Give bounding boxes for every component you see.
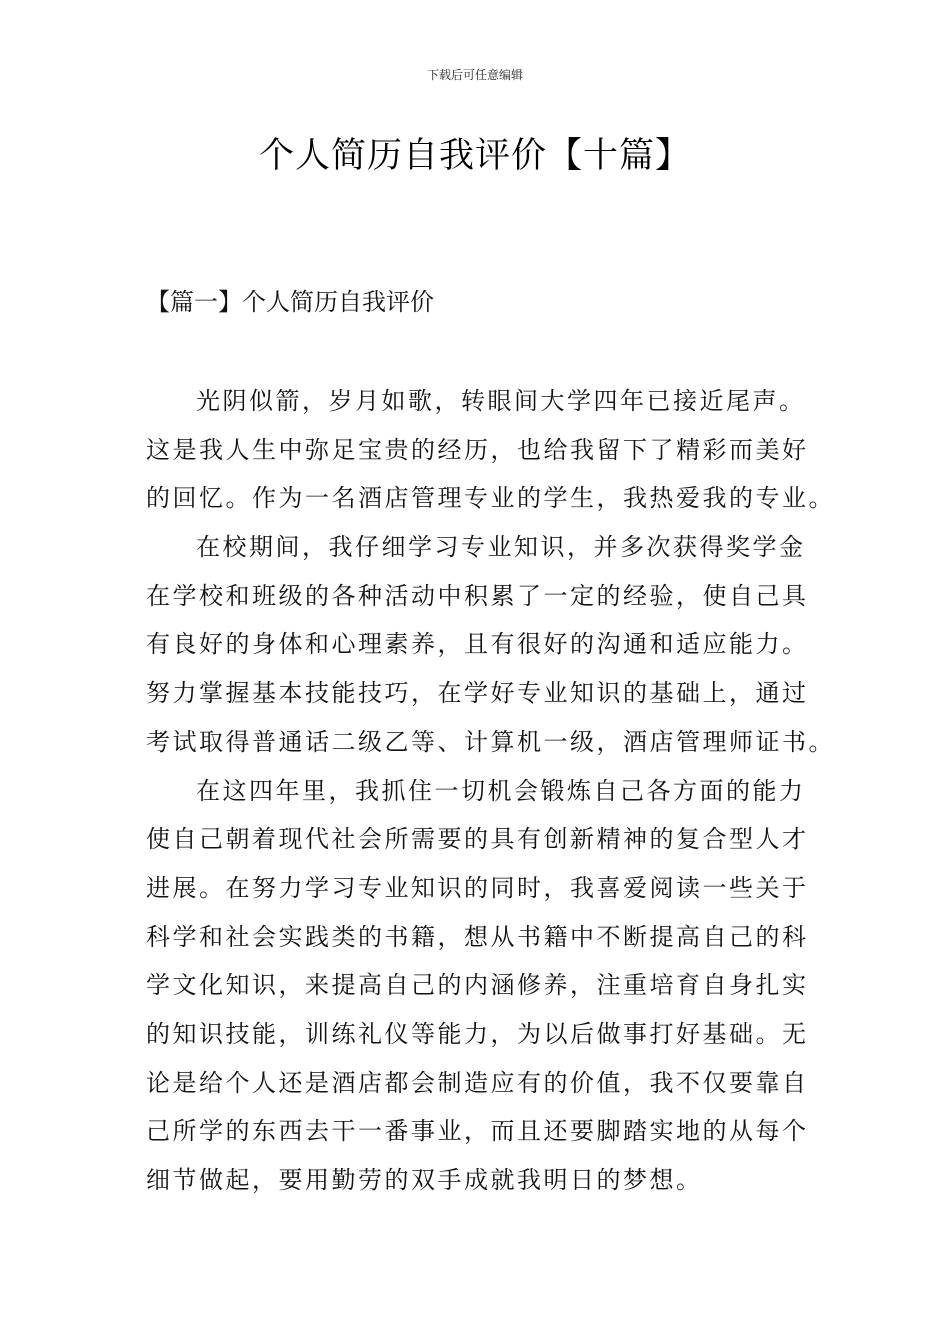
paragraph-line: 进展。在努力学习专业知识的同时，我喜爱阅读一些关于 xyxy=(146,873,809,902)
paragraph-line: 有良好的身体和心理素养，且有很好的沟通和适应能力。 xyxy=(146,630,809,659)
paragraph-line: 己所学的东西去干一番事业，而且还要脚踏实地的从每个 xyxy=(146,1117,809,1146)
document-title: 个人简历自我评价【十篇】 xyxy=(258,136,691,176)
paragraph-line: 的回忆。作为一名酒店管理专业的学生，我热爱我的专业。 xyxy=(146,484,835,513)
paragraph-line: 这是我人生中弥足宝贵的经历，也给我留下了精彩而美好 xyxy=(146,435,809,464)
paragraph-line: 光阴似箭，岁月如歌，转眼间大学四年已接近尾声。 xyxy=(196,387,806,415)
paragraph-line: 论是给个人还是酒店都会制造应有的价值，我不仅要靠自 xyxy=(146,1068,809,1097)
paragraph-line: 考试取得普通话二级乙等、计算机一级，酒店管理师证书。 xyxy=(146,727,835,756)
paragraph-line: 努力掌握基本技能技巧，在学好专业知识的基础上，通过 xyxy=(146,679,809,708)
paragraph-line: 科学和社会实践类的书籍，想从书籍中不断提高自己的科 xyxy=(146,922,809,951)
body-text xyxy=(146,377,835,1205)
paragraph-line: 使自己朝着现代社会所需要的具有创新精神的复合型人才 xyxy=(146,825,809,854)
header-note: 下载后可任意编辑 xyxy=(426,68,523,82)
section-heading: 【篇一】个人简历自我评价 xyxy=(146,288,434,316)
paragraph-line: 的知识技能，训练礼仪等能力，为以后做事打好基础。无 xyxy=(146,1019,809,1048)
paragraph-line: 在学校和班级的各种活动中积累了一定的经验，使自己具 xyxy=(146,581,809,610)
paragraph-line: 在校期间，我仔细学习专业知识，并多次获得奖学金 xyxy=(196,533,806,562)
paragraph-line: 在这四年里，我抓住一切机会锻炼自己各方面的能力 xyxy=(196,776,806,805)
paragraph-line: 细节做起，要用勤劳的双手成就我明日的梦想。 xyxy=(146,1166,703,1194)
paragraph-line: 学文化知识，来提高自己的内涵修养，注重培育自身扎实 xyxy=(146,971,809,1000)
